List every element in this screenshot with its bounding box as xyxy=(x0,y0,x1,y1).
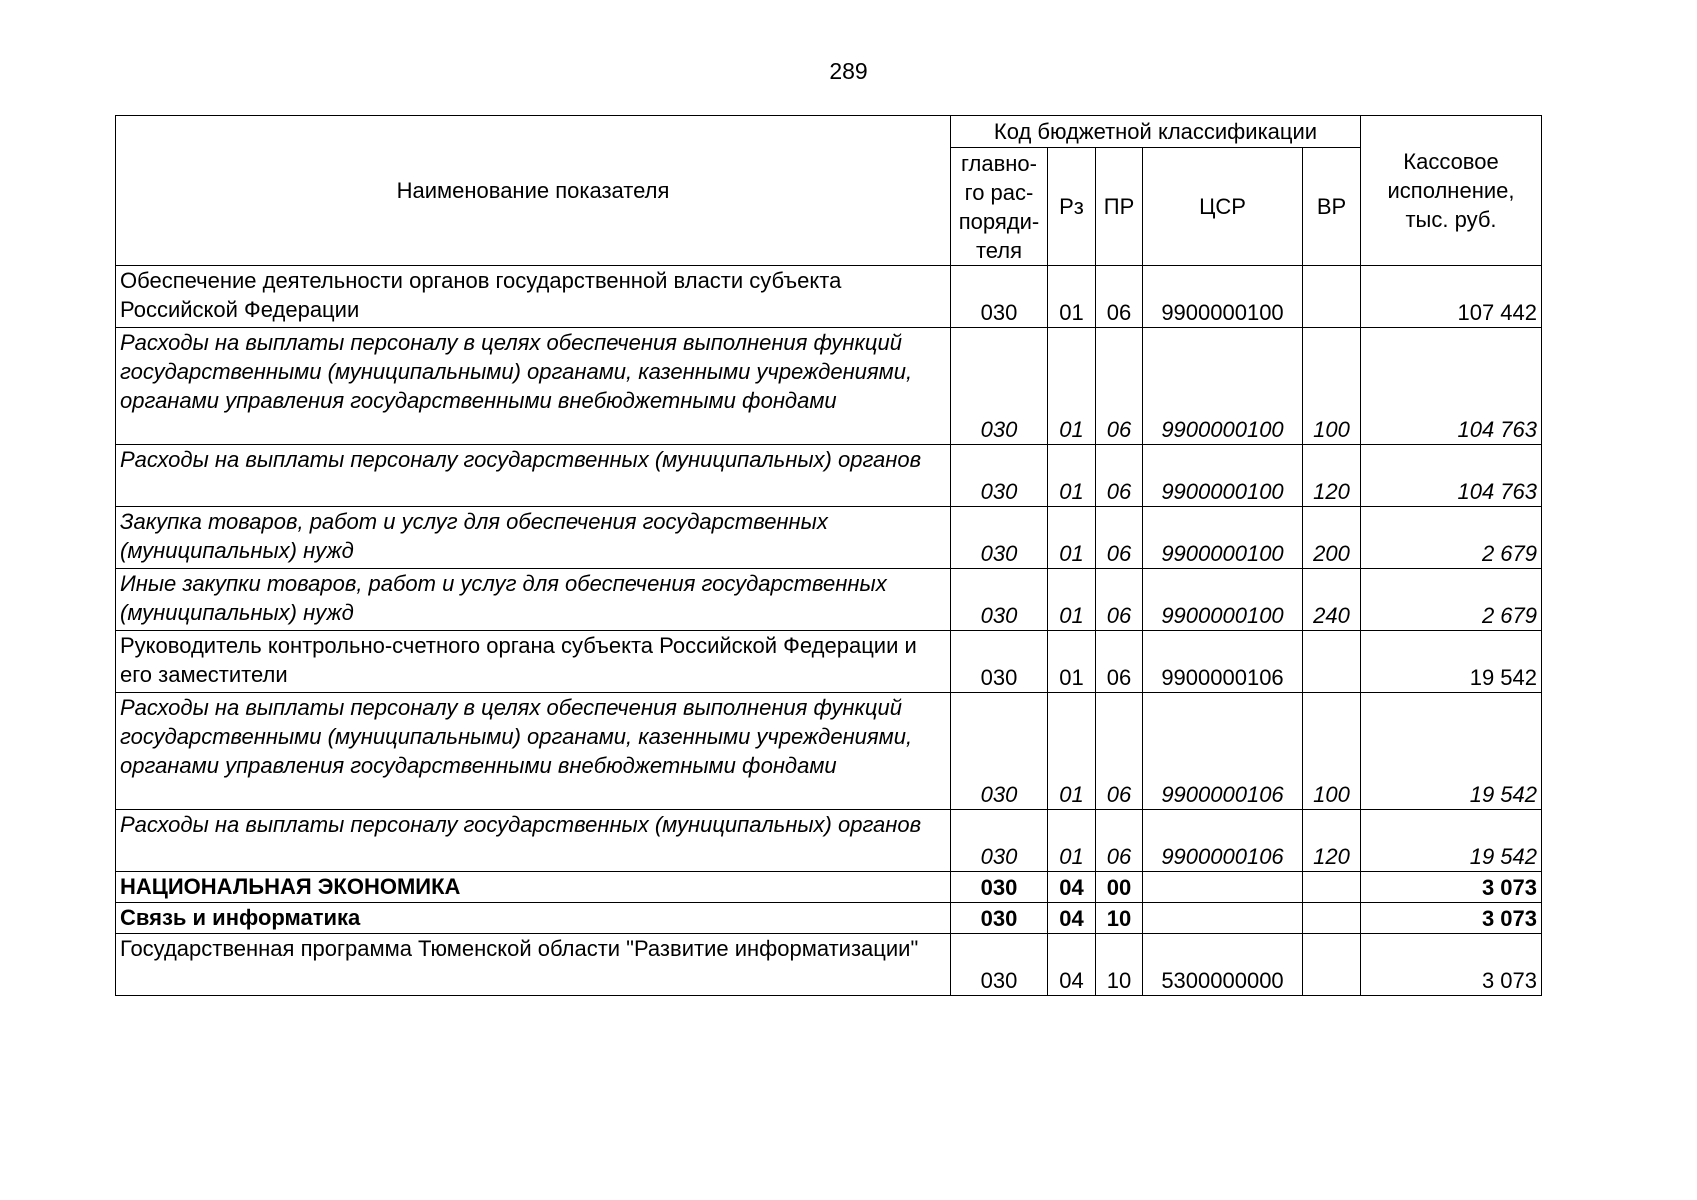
row-vr: 200 xyxy=(1303,507,1361,569)
row-name: Расходы на выплаты персоналу государственных (муниципальных) органов xyxy=(116,445,951,507)
row-csr xyxy=(1143,903,1303,934)
row-pr: 06 xyxy=(1096,810,1143,872)
row-sum: 19 542 xyxy=(1361,693,1542,810)
row-vr xyxy=(1303,266,1361,328)
header-kbk-group: Код бюджетной классификации xyxy=(951,116,1361,148)
header-vr: ВР xyxy=(1303,148,1361,266)
row-rz: 01 xyxy=(1048,631,1096,693)
row-csr: 9900000100 xyxy=(1143,569,1303,631)
header-grbs: главно-го рас-поряди-теля xyxy=(951,148,1048,266)
row-sum: 2 679 xyxy=(1361,507,1542,569)
row-sum: 104 763 xyxy=(1361,445,1542,507)
row-rz: 01 xyxy=(1048,266,1096,328)
row-name: Руководитель контрольно-счетного органа субъекта Российской Федерации и его заместители xyxy=(116,631,951,693)
row-csr: 9900000106 xyxy=(1143,631,1303,693)
row-vr: 240 xyxy=(1303,569,1361,631)
row-pr: 10 xyxy=(1096,903,1143,934)
row-grbs: 030 xyxy=(951,507,1048,569)
row-rz: 01 xyxy=(1048,507,1096,569)
row-sum: 19 542 xyxy=(1361,631,1542,693)
row-rz: 04 xyxy=(1048,903,1096,934)
row-name: Расходы на выплаты персоналу государственных (муниципальных) органов xyxy=(116,810,951,872)
row-rz: 04 xyxy=(1048,872,1096,903)
row-rz: 01 xyxy=(1048,445,1096,507)
row-rz: 01 xyxy=(1048,810,1096,872)
row-grbs: 030 xyxy=(951,631,1048,693)
row-sum: 3 073 xyxy=(1361,934,1542,996)
row-sum: 104 763 xyxy=(1361,328,1542,445)
row-grbs: 030 xyxy=(951,569,1048,631)
row-pr: 06 xyxy=(1096,569,1143,631)
row-name: Закупка товаров, работ и услуг для обеспечения государственных (муниципальных) нужд xyxy=(116,507,951,569)
row-grbs: 030 xyxy=(951,693,1048,810)
row-csr: 9900000100 xyxy=(1143,507,1303,569)
row-name: Государственная программа Тюменской области "Развитие информатизации" xyxy=(116,934,951,996)
row-vr: 100 xyxy=(1303,693,1361,810)
header-rz: Рз xyxy=(1048,148,1096,266)
row-grbs: 030 xyxy=(951,810,1048,872)
row-pr: 06 xyxy=(1096,445,1143,507)
row-grbs: 030 xyxy=(951,872,1048,903)
row-sum: 2 679 xyxy=(1361,569,1542,631)
table-body xyxy=(116,266,1542,996)
budget-table xyxy=(115,115,1542,996)
header-pr: ПР xyxy=(1096,148,1143,266)
row-name: Связь и информатика xyxy=(116,903,951,934)
row-csr xyxy=(1143,872,1303,903)
header-sum: Кассовое исполнение, тыс. руб. xyxy=(1361,116,1542,266)
row-sum: 19 542 xyxy=(1361,810,1542,872)
row-pr: 06 xyxy=(1096,693,1143,810)
row-sum: 107 442 xyxy=(1361,266,1542,328)
table-row xyxy=(116,872,1542,903)
row-grbs: 030 xyxy=(951,934,1048,996)
table-row xyxy=(116,507,1542,569)
table-row xyxy=(116,631,1542,693)
row-vr xyxy=(1303,934,1361,996)
row-name: Расходы на выплаты персоналу в целях обеспечения выполнения функций государственными (муниципальными) органами, казенными учреждениями, органами управления государственными внебюджетными фондами xyxy=(116,328,951,445)
table-row xyxy=(116,328,1542,445)
row-grbs: 030 xyxy=(951,328,1048,445)
row-csr: 9900000106 xyxy=(1143,693,1303,810)
header-name: Наименование показателя xyxy=(116,116,951,266)
row-vr xyxy=(1303,903,1361,934)
row-grbs: 030 xyxy=(951,445,1048,507)
row-vr: 120 xyxy=(1303,810,1361,872)
row-vr: 120 xyxy=(1303,445,1361,507)
row-vr xyxy=(1303,631,1361,693)
row-csr: 9900000106 xyxy=(1143,810,1303,872)
row-rz: 04 xyxy=(1048,934,1096,996)
row-grbs: 030 xyxy=(951,903,1048,934)
row-csr: 9900000100 xyxy=(1143,445,1303,507)
row-sum: 3 073 xyxy=(1361,872,1542,903)
row-sum: 3 073 xyxy=(1361,903,1542,934)
row-pr: 00 xyxy=(1096,872,1143,903)
header-csr: ЦСР xyxy=(1143,148,1303,266)
table-row xyxy=(116,810,1542,872)
row-csr: 5300000000 xyxy=(1143,934,1303,996)
row-csr: 9900000100 xyxy=(1143,266,1303,328)
row-csr: 9900000100 xyxy=(1143,328,1303,445)
table-row xyxy=(116,569,1542,631)
table-row xyxy=(116,934,1542,996)
row-pr: 10 xyxy=(1096,934,1143,996)
row-pr: 06 xyxy=(1096,328,1143,445)
row-name: Иные закупки товаров, работ и услуг для обеспечения государственных (муниципальных) нужд xyxy=(116,569,951,631)
row-pr: 06 xyxy=(1096,631,1143,693)
table-row xyxy=(116,266,1542,328)
row-vr xyxy=(1303,872,1361,903)
row-name: НАЦИОНАЛЬНАЯ ЭКОНОМИКА xyxy=(116,872,951,903)
table-row xyxy=(116,903,1542,934)
row-rz: 01 xyxy=(1048,328,1096,445)
page-number: 289 xyxy=(829,58,868,84)
table-row xyxy=(116,445,1542,507)
row-name: Обеспечение деятельности органов государственной власти субъекта Российской Федерации xyxy=(116,266,951,328)
row-grbs: 030 xyxy=(951,266,1048,328)
row-rz: 01 xyxy=(1048,569,1096,631)
row-name: Расходы на выплаты персоналу в целях обеспечения выполнения функций государственными (муниципальными) органами, казенными учреждениями, органами управления государственными внебюджетными фондами xyxy=(116,693,951,810)
row-vr: 100 xyxy=(1303,328,1361,445)
row-rz: 01 xyxy=(1048,693,1096,810)
row-pr: 06 xyxy=(1096,266,1143,328)
row-pr: 06 xyxy=(1096,507,1143,569)
table-row xyxy=(116,693,1542,810)
